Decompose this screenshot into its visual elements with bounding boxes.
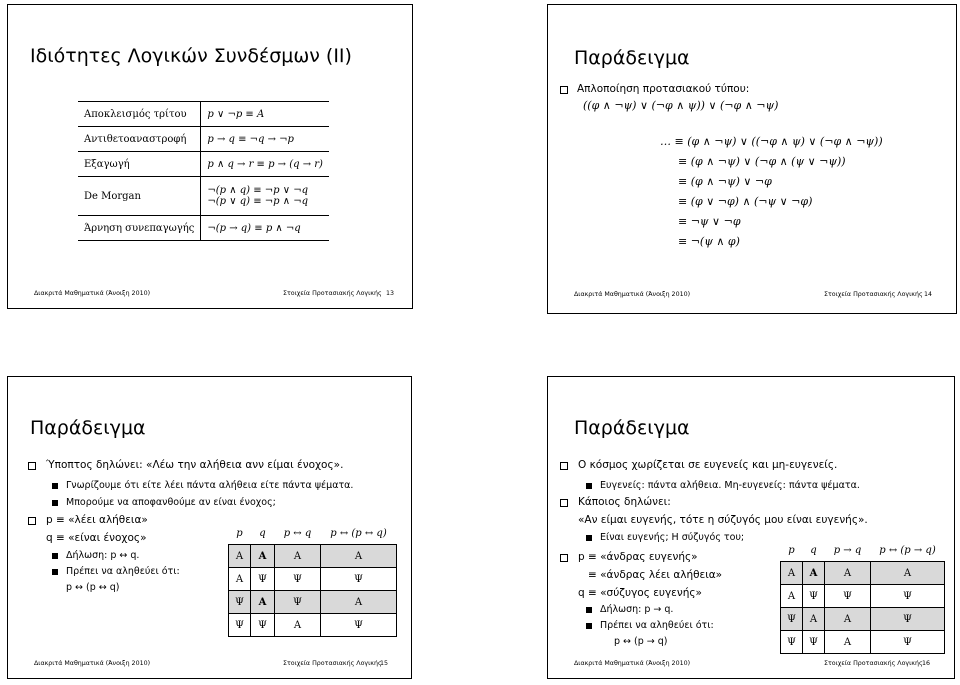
bullet-text: Μπορούμε να αποφανθούμε αν είναι ένοχος;	[66, 497, 276, 508]
filled-square-bullet-icon	[586, 535, 592, 541]
hollow-square-bullet-icon	[560, 86, 568, 94]
column-header: q	[803, 539, 825, 562]
bullet-text: Πρέπει να αληθεύει ότι:	[66, 566, 180, 577]
column-header: p	[781, 539, 803, 562]
property-formula: p ∧ q → r ≡ p → (q → r)	[201, 152, 329, 177]
footer-course: Διακριτά Μαθηματικά (Άνοιξη 2010)	[34, 660, 151, 667]
bullet-text: p ≡ «λέει αλήθεια»	[46, 514, 148, 526]
table-cell: A	[275, 614, 321, 637]
footer-course: Διακριτά Μαθηματικά (Άνοιξη 2010)	[574, 291, 691, 298]
table-cell: A	[251, 545, 275, 568]
table-cell: A	[251, 591, 275, 614]
property-formula: p ∨ ¬p ≡ A	[201, 102, 329, 127]
column-header: p → q	[825, 539, 871, 562]
hollow-square-bullet-icon	[28, 462, 36, 470]
column-header: p ↔ (p ↔ q)	[321, 522, 397, 545]
table-cell: A	[803, 562, 825, 585]
property-formula: ¬(p → q) ≡ p ∧ ¬q	[201, 216, 329, 241]
step-line: ≡ ¬ψ ∨ ¬φ	[678, 215, 741, 228]
table-row	[78, 216, 329, 241]
property-name: Αντιθετοαναστροφή	[78, 127, 201, 152]
table-row	[78, 102, 329, 127]
table-cell: A	[321, 591, 397, 614]
slide-13	[7, 4, 413, 309]
footer-course: Διακριτά Μαθηματικά (Άνοιξη 2010)	[34, 290, 151, 297]
bullet-text: Ο κόσμος χωρίζεται σε ευγενείς και μη-ευγενείς.	[578, 459, 838, 471]
table-cell: Ψ	[803, 631, 825, 654]
hollow-square-bullet-icon	[560, 499, 568, 507]
bullet-text: «Αν είμαι ευγενής, τότε η σύζυγός μου είναι ευγενής».	[578, 514, 868, 526]
property-name: Εξαγωγή	[78, 152, 201, 177]
step-line: ≡ (φ ∧ ¬ψ) ∨ ¬φ	[678, 175, 772, 188]
filled-square-bullet-icon	[586, 483, 592, 489]
table-row	[781, 585, 945, 608]
table-row	[78, 152, 329, 177]
bullet-text: p ≡ «άνδρας ευγενής»	[578, 551, 698, 563]
filled-square-bullet-icon	[586, 623, 592, 629]
table-cell: Ψ	[251, 568, 275, 591]
table-cell: Ψ	[871, 631, 945, 654]
hollow-square-bullet-icon	[560, 554, 568, 562]
property-name: Άρνηση συνεπαγωγής	[78, 216, 201, 241]
table-cell: Ψ	[321, 568, 397, 591]
table-cell: A	[825, 631, 871, 654]
table-cell: A	[781, 585, 803, 608]
slide-title: Παράδειγμα	[30, 417, 146, 439]
table-cell: Ψ	[871, 608, 945, 631]
table-cell: A	[275, 545, 321, 568]
step-line: ≡ (φ ∧ ¬ψ) ∨ (¬φ ∧ (ψ ∨ ¬ψ))	[678, 155, 846, 168]
filled-square-bullet-icon	[52, 553, 58, 559]
step-line: ≡ (φ ∨ ¬φ) ∧ (¬ψ ∨ ¬φ)	[678, 195, 813, 208]
page-number: 16	[922, 660, 931, 667]
table-cell: Ψ	[275, 568, 321, 591]
bullet-text: Γνωρίζουμε ότι είτε λέει πάντα αλήθεια είτε πάντα ψέματα.	[66, 480, 354, 491]
bullet-text: Είναι ευγενής; Η σύζυγός του;	[600, 532, 745, 543]
hollow-square-bullet-icon	[560, 462, 568, 470]
table-row	[781, 562, 945, 585]
bullet-text: Δήλωση: p → q.	[600, 604, 674, 615]
step-line: ≡ ¬(ψ ∧ φ)	[678, 235, 740, 248]
table-cell: A	[825, 562, 871, 585]
simplification-steps	[660, 132, 883, 252]
footer-topic: Στοιχεία Προτασιακής Λογικής	[283, 660, 382, 667]
table-row	[78, 177, 329, 216]
table-cell: A	[229, 545, 251, 568]
slide-title: Παράδειγμα	[574, 47, 690, 69]
filled-square-bullet-icon	[52, 569, 58, 575]
page-number: 14	[924, 291, 933, 298]
slide-16	[547, 376, 955, 679]
filled-square-bullet-icon	[52, 500, 58, 506]
table-cell: A	[825, 608, 871, 631]
table-row	[229, 614, 397, 637]
bullet-text: ≡ «άνδρας λέει αλήθεια»	[588, 569, 723, 581]
table-cell: Ψ	[229, 591, 251, 614]
formula-line: ¬(p ∨ q) ≡ ¬p ∧ ¬q	[207, 196, 308, 207]
filled-square-bullet-icon	[52, 483, 58, 489]
slide-14	[547, 4, 957, 314]
property-name: De Morgan	[78, 177, 201, 216]
table-row	[781, 608, 945, 631]
page-number: 15	[380, 660, 389, 667]
column-header: q	[251, 522, 275, 545]
table-cell: Ψ	[321, 614, 397, 637]
bullet-text: Δήλωση: p ↔ q.	[66, 550, 140, 561]
column-header: p	[229, 522, 251, 545]
property-formula	[201, 177, 329, 216]
property-name: Αποκλεισμός τρίτου	[78, 102, 201, 127]
bullet-text: Ευγενείς: πάντα αλήθεια. Μη-ευγενείς: πάντα ψέματα.	[600, 480, 860, 491]
footer-topic: Στοιχεία Προτασιακής Λογικής	[824, 291, 923, 298]
bullet-text: p ↔ (p → q)	[614, 636, 668, 647]
table-cell: Ψ	[781, 608, 803, 631]
footer-course: Διακριτά Μαθηματικά (Άνοιξη 2010)	[574, 660, 691, 667]
slide-title: Ιδιότητες Λογικών Συνδέσμων (ΙΙ)	[30, 45, 352, 67]
properties-table	[78, 101, 329, 241]
step-line: … ≡ (φ ∧ ¬ψ) ∨ ((¬φ ∧ ψ) ∨ (¬φ ∧ ¬ψ))	[660, 135, 883, 148]
truth-table	[780, 539, 945, 654]
table-cell: A	[871, 562, 945, 585]
column-header: p ↔ (p → q)	[871, 539, 945, 562]
footer-topic: Στοιχεία Προτασιακής Λογικής	[824, 660, 923, 667]
property-formula: p → q ≡ ¬q → ¬p	[201, 127, 329, 152]
formula-line: ¬(p ∧ q) ≡ ¬p ∨ ¬q	[207, 185, 308, 196]
slide-title: Παράδειγμα	[574, 417, 690, 439]
filled-square-bullet-icon	[586, 607, 592, 613]
table-cell: Ψ	[275, 591, 321, 614]
table-row	[229, 568, 397, 591]
table-header-row	[781, 539, 945, 562]
hollow-square-bullet-icon	[28, 517, 36, 525]
page-number: 13	[386, 290, 395, 297]
footer-topic: Στοιχεία Προτασιακής Λογικής	[283, 290, 382, 297]
truth-table	[228, 522, 397, 637]
table-row	[229, 591, 397, 614]
bullet-text: p ↔ (p ↔ q)	[66, 582, 120, 593]
bullet-text: Πρέπει να αληθεύει ότι:	[600, 620, 714, 631]
table-cell: A	[321, 545, 397, 568]
bullet-text: Κάποιος δηλώνει:	[578, 496, 671, 508]
table-row	[781, 631, 945, 654]
table-cell: A	[803, 608, 825, 631]
table-row	[78, 127, 329, 152]
table-cell: Ψ	[871, 585, 945, 608]
table-cell: Ψ	[781, 631, 803, 654]
table-cell: A	[781, 562, 803, 585]
column-header: p ↔ q	[275, 522, 321, 545]
bullet-text: Ύποπτος δηλώνει: «Λέω την αλήθεια ανν είμαι ένοχος».	[46, 459, 344, 471]
table-cell: A	[229, 568, 251, 591]
formula: ((φ ∧ ¬ψ) ∨ (¬φ ∧ ψ)) ∨ (¬φ ∧ ¬ψ)	[583, 99, 779, 112]
table-cell: Ψ	[803, 585, 825, 608]
intro-text: Απλοποίηση προτασιακού τύπου:	[577, 83, 750, 95]
table-cell: Ψ	[825, 585, 871, 608]
table-cell: Ψ	[251, 614, 275, 637]
slide-15	[7, 376, 412, 679]
table-header-row	[229, 522, 397, 545]
bullet-text: q ≡ «σύζυγος ευγενής»	[578, 587, 702, 599]
bullet-text: q ≡ «είναι ένοχος»	[46, 532, 147, 544]
table-row	[229, 545, 397, 568]
table-cell: Ψ	[229, 614, 251, 637]
